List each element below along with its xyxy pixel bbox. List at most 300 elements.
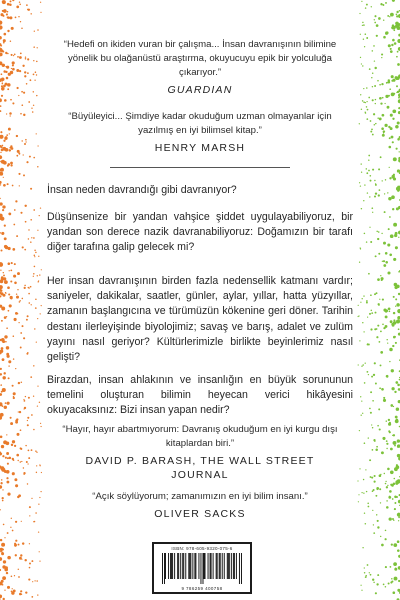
decor-dot [389,137,391,139]
decor-dot [0,453,2,455]
decor-dot [15,200,17,202]
barcode-bar [241,553,242,584]
decor-dot [378,231,380,233]
decor-dot [33,429,35,431]
decor-dot [374,293,376,295]
decor-dot [21,521,22,522]
decor-dot [37,145,38,146]
decor-dot [389,348,393,352]
decor-dot [6,13,8,15]
decor-dot [381,388,384,391]
decor-dot [367,344,368,345]
decor-dot [393,441,397,445]
decor-dot [2,584,4,586]
decor-dot [34,256,35,257]
decor-dot [388,44,391,47]
decor-dot [394,391,396,393]
decor-dot [396,13,398,15]
decor-dot [25,591,27,593]
quote-text: “Büyüleyici... Şimdiye kadar okuduğum uzman olmayanlar için yazılmış en iyi bilimsel kitap.” [68,111,332,136]
decor-dot [16,235,18,237]
decor-dot [2,576,6,580]
blurb-paragraph-3: Her insan davranışının birden fazla nedensellik katmanı vardır; saniyeler, dakikalar, saatler, günler, aylar, yıllar, hatta yüzyıllar, zamanın başlangıcına ve türümüzün kökenine geri döner. Tarihin destanı ilerleyişinde biyolojimiz; savaş ve barış, adalet ve zulüm yayını nasıl geriyor? Kültürlerimizle birlikte beyinlerimiz nasıl gelişti? [47,275,353,364]
decor-dot [33,74,35,76]
decor-dot [28,579,30,581]
decor-dot [385,95,388,98]
decor-dot [375,495,377,497]
decor-dot [0,249,2,251]
decor-dot [372,86,373,87]
decor-dot [388,126,390,128]
decor-dot [396,320,400,324]
decor-dot [2,205,5,208]
decor-dot [7,463,9,465]
decor-dot [15,521,17,523]
decor-dot [377,117,379,119]
decor-dot [377,425,379,427]
decor-dot [17,87,19,89]
decor-dot [33,273,35,275]
decor-dot [375,123,376,124]
decor-dot [19,153,20,154]
decor-dot [3,9,7,13]
decor-dot [7,30,9,32]
barcode-bar [208,553,209,579]
barcode-bar [182,553,183,579]
decor-dot [0,485,2,488]
isbn-barcode [152,542,252,594]
decor-dot [366,118,368,120]
decor-dot [371,312,373,314]
decor-dot [392,345,394,347]
decor-dot [395,306,396,307]
decor-dot [367,564,369,566]
decor-dot [371,424,372,425]
decor-dot [14,282,17,285]
decor-dot [12,440,15,443]
decor-dot [2,209,4,211]
decor-dot [19,2,20,3]
decor-dot [6,470,10,474]
decor-dot [28,229,29,230]
decor-dot [388,430,390,432]
decor-dot [3,85,6,88]
decor-dot [375,383,377,385]
barcode-bar [200,553,201,584]
decor-dot [29,506,31,508]
decor-dot [4,335,7,338]
decor-dot [24,143,26,145]
decor-dot [396,11,398,13]
decor-dot [8,310,10,312]
decor-dot [385,252,388,255]
decor-dot [34,31,35,32]
decor-dot [396,465,400,469]
decor-dot [31,237,32,238]
barcode-bar [195,553,196,579]
decor-dot [382,299,384,301]
decor-dot [364,567,365,568]
decor-dot [363,295,364,296]
decor-dot [372,169,374,171]
decor-dot [386,443,388,445]
decor-dot [365,363,366,364]
decor-dot [38,256,39,257]
decor-dot [393,223,397,227]
decor-dot [368,506,370,508]
decor-dot [359,262,360,263]
decor-dot [374,362,376,364]
barcode-bar [198,553,199,579]
decor-dot [5,566,8,569]
decor-dot [375,192,377,194]
decor-dot [0,52,3,56]
decor-dot [7,88,9,90]
decor-dot [4,406,7,409]
decor-dot [8,247,11,250]
decor-dot [381,451,384,454]
decor-dot [10,269,12,271]
decor-dot [28,9,30,11]
decor-dot [10,40,11,41]
decor-dot [370,180,372,182]
decor-dot [359,468,360,469]
decor-dot [372,579,374,581]
decor-dot [0,98,2,102]
decor-dot [390,448,393,451]
decor-dot [371,376,373,378]
decor-dot [390,484,392,486]
decor-dot [2,0,6,4]
decor-dot [25,57,26,58]
decor-dot [368,155,370,157]
decor-dot [390,234,394,238]
decor-dot [24,205,26,207]
decor-dot [4,316,7,319]
decor-dot [374,15,376,17]
decor-dot [386,506,389,509]
decor-dot [359,182,360,183]
decor-dot [16,6,19,9]
decor-dot [376,24,379,27]
decor-dot [21,140,22,141]
decor-dot [33,396,34,397]
decor-dot [2,145,4,147]
decor-dot [39,551,40,552]
decor-dot [383,260,385,262]
quote-author: DAVID P. BARASH, THE WALL STREET JOURNAL [85,455,315,481]
decor-dot [379,84,381,86]
decor-dot [11,518,12,519]
decor-dot [17,272,20,275]
decor-dot [18,382,20,384]
decor-dot [391,136,394,139]
decor-dot [36,95,37,96]
decor-dot [389,88,391,90]
decor-dot [9,3,12,6]
decor-dot [361,63,362,64]
decor-dot [373,489,375,491]
decor-dot [1,320,3,322]
decor-dot [14,445,16,447]
decor-dot [365,7,366,8]
decor-dot [37,594,38,595]
decor-dot [14,478,17,481]
decor-dot [387,243,390,246]
decor-dot [368,97,370,99]
decor-dot [7,355,10,358]
decor-dot [10,162,13,165]
decor-dot [9,270,10,271]
decor-dot [3,39,6,42]
decor-dot [392,118,394,120]
decor-dot [366,241,367,242]
decor-dot [15,17,17,19]
blurb-paragraph-1: İnsan neden davrandığı gibi davranıyor? [47,184,237,196]
decor-dot [376,583,378,585]
decor-dot [27,463,28,464]
decor-dot [4,537,5,538]
decor-dot [23,399,24,400]
decor-dot [6,346,9,349]
decor-dot [31,560,33,562]
decor-dot [22,246,24,248]
decor-dot [374,85,376,87]
decor-dot [365,469,366,470]
decor-dot [367,503,369,505]
decor-dot [37,318,38,319]
decor-dot [16,293,17,294]
decor-dot [364,46,365,47]
decor-dot [26,461,28,463]
decor-dot [14,263,16,265]
decor-dot [361,415,362,416]
decor-dot [41,305,42,306]
decor-dot [20,53,22,55]
decor-dot [39,274,40,275]
decor-dot [2,64,5,67]
decor-dot [4,33,7,36]
decor-dot [377,574,379,576]
decor-dot [11,54,13,56]
decor-dot [368,437,369,438]
decor-dot [0,217,4,221]
barcode-bar [222,553,223,579]
decor-dot [372,99,374,101]
decor-dot [380,351,383,354]
decor-dot [383,36,386,39]
decor-dot [385,261,388,264]
decor-dot [1,580,4,583]
review-quote-oliver-sacks [60,490,340,521]
decor-dot [17,313,18,314]
decor-dot [392,39,395,42]
decor-dot [0,202,3,205]
decor-dot [7,493,10,496]
decor-dot [372,134,374,136]
decor-dot [369,313,371,315]
decor-dot [33,60,34,61]
decor-dot [363,101,365,103]
decor-dot [25,58,27,60]
decor-dot [393,29,395,31]
decor-dot [395,567,397,569]
decor-dot [1,95,3,97]
barcode-bar [168,553,169,579]
barcode-bar [213,553,214,579]
decor-dot [382,114,385,117]
decor-dot [374,328,376,330]
decor-dot [19,411,21,413]
decor-dot [7,183,9,185]
decor-dot [370,328,372,330]
decor-dot [365,102,366,103]
decor-dot [14,209,16,211]
decor-dot [24,287,26,289]
decor-dot [6,66,9,69]
decor-dot [372,400,374,402]
decor-dot [380,474,381,475]
decor-dot [369,227,370,228]
barcode-bar [188,553,189,579]
decor-dot [6,434,7,435]
decor-dot [2,500,4,502]
decor-dot [40,2,41,3]
decor-dot [375,592,377,594]
decor-dot [37,166,39,168]
decor-dot [14,575,15,576]
decor-dot [368,344,370,346]
decor-dot [11,27,14,30]
decor-dot [364,233,366,235]
decor-dot [361,109,362,110]
decor-dot [384,103,385,104]
decor-dot [0,539,2,541]
decor-dot [381,83,383,85]
decor-dot [27,417,29,419]
decor-dot [9,149,11,151]
decor-dot [0,45,2,47]
decor-dot [2,489,3,490]
decor-dot [383,584,385,586]
decor-dot [8,73,11,76]
decor-dot [393,177,396,180]
decor-dot [15,554,17,556]
decor-dot [23,472,25,474]
decor-dot [30,241,32,243]
decor-dot [12,68,15,71]
decor-dot [379,488,381,490]
decor-dot [5,148,9,152]
decor-dot [12,472,15,475]
decor-dot [390,320,393,323]
decor-dot [18,576,20,578]
decor-dot [3,184,6,187]
decor-dot [369,68,371,70]
decor-dot [13,397,15,399]
decor-dot [388,582,390,584]
decor-dot [394,283,398,287]
decor-dot [0,435,2,438]
decor-dot [31,107,32,108]
decor-dot [3,140,5,142]
decor-dot [41,269,42,270]
decor-dot [358,364,359,365]
decor-dot [1,278,4,281]
decor-dot [13,392,16,395]
decor-dot [8,365,9,366]
decor-dot [380,102,382,104]
decor-dot [12,385,14,387]
decor-dot [372,510,373,511]
decor-dot [16,418,18,420]
decor-dot [28,238,29,239]
decor-dot [361,400,362,401]
decor-dot [33,365,34,366]
decor-dot [35,450,37,452]
decor-dot [16,155,18,157]
decor-dot [36,580,38,582]
decor-dot [385,530,387,532]
decor-dot [366,172,368,174]
decor-dot [364,572,366,574]
decor-dot [25,221,27,223]
decor-dot [25,445,26,446]
decor-dot [37,385,38,386]
blurb-paragraph-4: Birazdan, insan ahlakının ve insanlığın en büyük sorununun temelini oluşturan bilimin heyecan verici hikâyesini okuyacaksınız: Bizi insan yapan nedir? [47,374,353,417]
decor-dot [40,313,41,314]
decor-dot [0,373,2,375]
decor-dot [22,542,24,544]
decor-dot [24,559,26,561]
decor-dot [38,280,39,281]
barcode-bar [220,553,221,579]
decor-dot [360,302,361,303]
decor-dot [22,298,24,300]
decor-dot [374,180,375,181]
decor-dot [9,457,12,460]
decor-dot [19,56,22,59]
decor-dot [3,161,7,165]
decor-dot [40,465,41,466]
decor-dot [20,461,22,463]
decor-dot [2,376,5,379]
decor-dot [375,449,378,452]
decor-dot [363,88,364,89]
decor-dot [372,50,374,52]
decor-dot [370,574,372,576]
decor-dot [1,479,3,481]
decor-dot [388,423,391,426]
decor-dot [23,92,25,94]
decor-dot [377,526,379,528]
decor-dot [374,19,375,20]
decor-dot [397,186,398,187]
decor-dot [33,46,35,48]
decor-dot [27,58,29,60]
decor-dot [375,312,377,314]
decor-dot [364,442,366,444]
decor-dot [1,552,4,555]
decor-dot [29,156,31,158]
decor-dot [18,322,19,323]
decor-dot [384,473,385,474]
decor-dot [28,287,30,289]
decor-dot [30,79,32,81]
decor-dot [14,544,17,547]
decor-dot [393,157,397,161]
decor-dot [31,449,33,451]
